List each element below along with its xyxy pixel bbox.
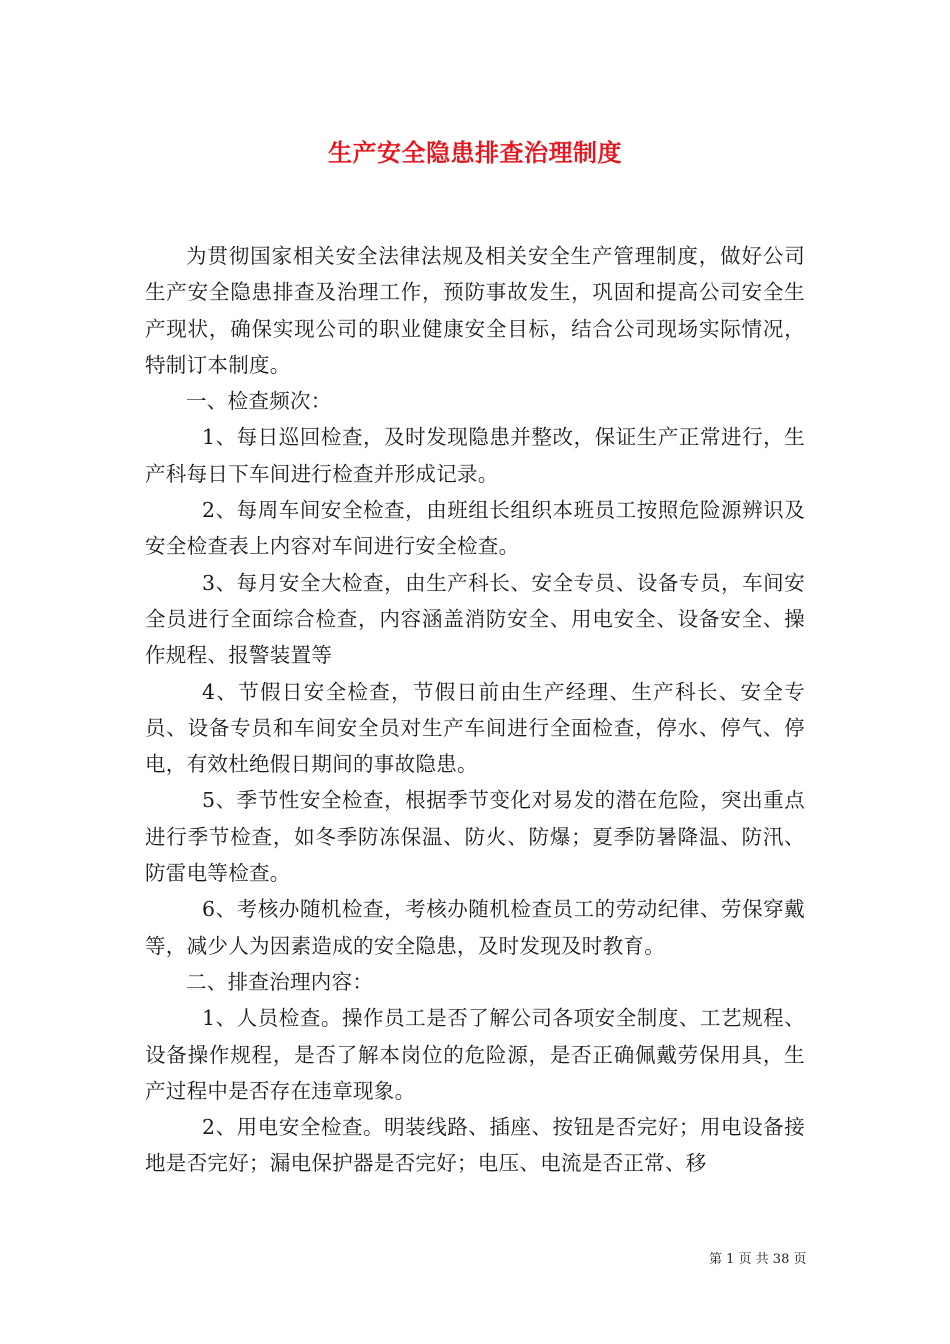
list-item: 6、考核办随机检查，考核办随机检查员工的劳动纪律、劳保穿戴等，减少人为因素造成的安全隐患，及时发现及时教育。 bbox=[145, 897, 805, 958]
section-heading: 二、排查治理内容： bbox=[186, 969, 374, 994]
document-title: 生产安全隐患排查治理制度 bbox=[328, 139, 622, 167]
list-item: 2、每周车间安全检查，由班组长组织本班员工按照危险源辨识及安全检查表上内容对车间进行安全检查。 bbox=[145, 498, 805, 559]
list-item: 2、用电安全检查。明装线路、插座、按钮是否完好；用电设备接地是否完好；漏电保护器是否完好；电压、电流是否正常、移 bbox=[145, 1115, 805, 1176]
list-item: 4、节假日安全检查，节假日前由生产经理、生产科长、安全专员、设备专员和车间安全员对生产车间进行全面检查，停水、停气、停电，有效杜绝假日期间的事故隐患。 bbox=[145, 679, 805, 777]
list-item: 1、每日巡回检查，及时发现隐患并整改，保证生产正常进行，生产科每日下车间进行检查并形成记录。 bbox=[145, 425, 805, 486]
list-item: 1、人员检查。操作员工是否了解公司各项安全制度、工艺规程、设备操作规程，是否了解本岗位的危险源，是否正确佩戴劳保用具，生产过程中是否存在违章现象。 bbox=[145, 1006, 805, 1103]
page-number-footer: 第 1 页 共 38 页 bbox=[709, 1252, 807, 1267]
document-body bbox=[145, 238, 805, 1182]
list-item: 3、每月安全大检查，由生产科长、安全专员、设备专员，车间安全员进行全面综合检查，内容涵盖消防安全、用电安全、设备安全、操作规程、报警装置等 bbox=[145, 570, 805, 668]
section-heading: 一、检查频次： bbox=[186, 389, 332, 414]
intro-paragraph: 为贯彻国家相关安全法律法规及相关安全生产管理制度，做好公司生产安全隐患排查及治理工作，预防事故发生，巩固和提高公司安全生产现状，确保实现公司的职业健康安全目标，结合公司现场实际情况，特制订本制度。 bbox=[145, 244, 805, 377]
list-item: 5、季节性安全检查，根据季节变化对易发的潜在危险，突出重点进行季节检查，如冬季防冻保温、防火、防爆；夏季防暑降温、防汛、防雷电等检查。 bbox=[145, 788, 805, 886]
